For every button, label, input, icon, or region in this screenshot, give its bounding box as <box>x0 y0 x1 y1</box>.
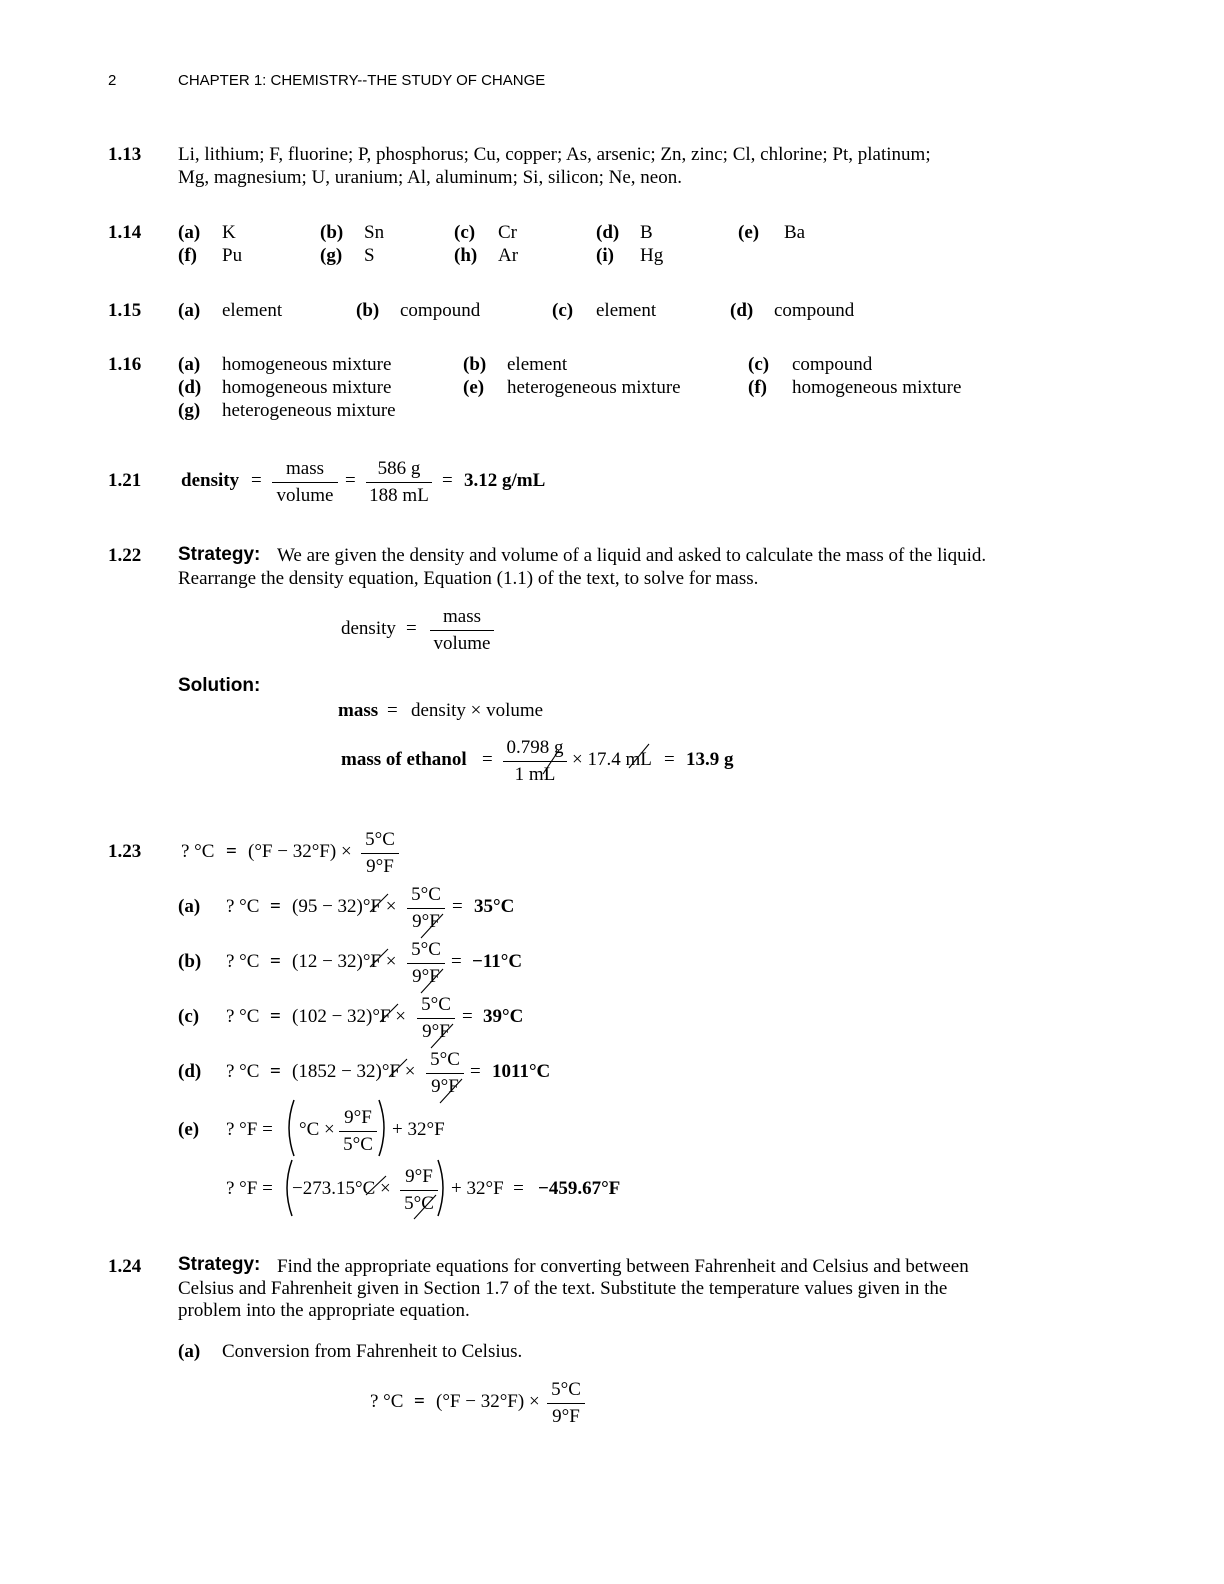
equation-mid: (1852 − 32)°F × <box>292 1061 416 1082</box>
equation-lhs: ? °C <box>226 1006 260 1027</box>
part-label: (b) <box>320 222 344 243</box>
equals-sign: = <box>406 618 417 639</box>
numerator: 5°C <box>365 829 395 850</box>
problem-number: 1.15 <box>108 300 142 321</box>
denominator: 9°F <box>412 966 440 987</box>
part-label: (e) <box>463 377 485 398</box>
problem-number: 1.24 <box>108 1256 142 1277</box>
cancel-slash <box>370 949 388 967</box>
result: −11°C <box>472 951 523 972</box>
equation-mid: −273.15°C × <box>292 1178 391 1199</box>
answer-value: S <box>364 245 375 266</box>
equals-sign: = <box>470 1061 481 1082</box>
cancel-slash <box>380 1004 398 1022</box>
strategy-label: Strategy: <box>178 1254 261 1275</box>
numerator: mass <box>286 458 324 479</box>
part-label: (f) <box>178 245 197 266</box>
numerator: mass <box>443 606 481 627</box>
strategy-text: problem into the appropriate equation. <box>178 1300 470 1321</box>
answer-value: Sn <box>364 222 385 243</box>
numerator: 9°F <box>344 1107 372 1128</box>
denominator: volume <box>276 485 334 506</box>
equation-mid: (°F − 32°F) × <box>248 841 352 862</box>
cancel-slash <box>421 914 443 938</box>
part-label: (c) <box>454 222 476 243</box>
numerator: 586 g <box>377 458 421 479</box>
equals-sign: = <box>251 470 262 491</box>
cancel-slash <box>370 894 388 912</box>
numerator: 0.798 g <box>506 737 564 758</box>
result: 1011°C <box>492 1061 551 1082</box>
equals-sign: = <box>442 470 453 491</box>
problem-number: 1.13 <box>108 144 142 165</box>
cancel-slash <box>414 1195 436 1219</box>
equation-lhs: ? °C <box>226 951 260 972</box>
equation-mid: (°F − 32°F) × <box>436 1391 540 1412</box>
answer-value: compound <box>774 300 855 321</box>
numerator: 9°F <box>405 1166 433 1187</box>
equation-tail: + 32°F <box>392 1119 445 1140</box>
answer-value: Pu <box>222 245 243 266</box>
problem-number: 1.23 <box>108 841 142 862</box>
equals-sign: = <box>414 1391 425 1412</box>
numerator: 5°C <box>421 994 451 1015</box>
cancel-slash <box>366 1176 386 1195</box>
problem-number: 1.16 <box>108 354 142 375</box>
cancel-slash <box>431 1024 453 1048</box>
equation-tail: + 32°F = <box>451 1178 524 1199</box>
answer-value: Cr <box>498 222 517 243</box>
equals-sign: = <box>451 951 462 972</box>
answer-value: compound <box>792 354 873 375</box>
answer-line: Li, lithium; F, fluorine; P, phosphorus; Cu, copper; As, arsenic; Zn, zinc; Cl, chlorine; Pt, platinum; <box>178 144 931 165</box>
equals-sign: = <box>462 1006 473 1027</box>
cancel-slash <box>440 1079 462 1103</box>
denominator: 9°F <box>552 1406 580 1427</box>
part-label: (e) <box>738 222 760 243</box>
answer-value: element <box>596 300 657 321</box>
cancel-slash <box>421 969 443 993</box>
page-number: 2 <box>108 72 117 89</box>
result: 3.12 g/mL <box>464 470 546 491</box>
answer-value: K <box>222 222 236 243</box>
part-label: (b) <box>356 300 380 321</box>
problem-number: 1.21 <box>108 470 142 491</box>
denominator: volume <box>433 633 491 654</box>
strategy-text: Find the appropriate equations for converting between Fahrenheit and Celsius and between <box>277 1256 969 1277</box>
equals-sign: = <box>270 1061 281 1082</box>
equation-lhs: ? °C <box>370 1391 404 1412</box>
cancel-slash <box>543 750 559 774</box>
part-label: (c) <box>748 354 770 375</box>
answer-value: element <box>222 300 283 321</box>
multiplier: × 17.4 mL <box>572 749 652 770</box>
part-label: (c) <box>552 300 574 321</box>
part-label: (f) <box>748 377 767 398</box>
part-label: (b) <box>463 354 487 375</box>
answer-value: homogeneous mixture <box>792 377 962 398</box>
strategy-text: We are given the density and volume of a liquid and asked to calculate the mass of the liquid. <box>277 545 987 566</box>
answer-value: heterogeneous mixture <box>507 377 681 398</box>
equation-lhs: mass of ethanol <box>341 749 467 770</box>
equation-lhs: ? °C <box>181 841 215 862</box>
equals-sign: = <box>270 951 281 972</box>
denominator: 9°F <box>422 1021 450 1042</box>
equation-lhs: ? °F = <box>226 1119 273 1140</box>
answer-line: Mg, magnesium; U, uranium; Al, aluminum; Si, silicon; Ne, neon. <box>178 167 682 188</box>
equals-sign: = <box>452 896 463 917</box>
denominator: 1 mL <box>514 764 556 785</box>
part-label: (i) <box>596 245 614 266</box>
strategy-label: Strategy: <box>178 544 261 565</box>
equals-sign: = <box>664 749 675 770</box>
part-label: (h) <box>454 245 478 266</box>
equation-lhs: ? °F = <box>226 1178 273 1199</box>
equals-sign: = <box>345 470 356 491</box>
part-label: (a) <box>178 1341 201 1362</box>
part-label: (e) <box>178 1119 200 1140</box>
answer-value: homogeneous mixture <box>222 377 392 398</box>
denominator: 9°F <box>366 856 394 877</box>
part-label: (c) <box>178 1006 200 1027</box>
answer-value: heterogeneous mixture <box>222 400 396 421</box>
fraction <box>547 1377 585 1430</box>
solution-label: Solution: <box>178 675 261 696</box>
problem-number: 1.22 <box>108 545 142 566</box>
denominator: 9°F <box>412 911 440 932</box>
equals-sign: = <box>387 700 398 721</box>
result: −459.67°F <box>538 1178 621 1199</box>
part-label: (a) <box>178 300 201 321</box>
answer-value: compound <box>400 300 481 321</box>
result: 35°C <box>474 896 515 917</box>
part-label: (d) <box>596 222 620 243</box>
answer-value: homogeneous mixture <box>222 354 392 375</box>
result: 39°C <box>483 1006 524 1027</box>
equation-lhs: mass <box>338 700 379 721</box>
part-label: (d) <box>730 300 754 321</box>
strategy-text: Celsius and Fahrenheit given in Section 1.7 of the text. Substitute the temperature values given in the <box>178 1278 948 1299</box>
cancel-slash <box>389 1059 407 1077</box>
equation-mid: (12 − 32)°F × <box>292 951 397 972</box>
part-label: (b) <box>178 951 202 972</box>
answer-value: Ba <box>784 222 806 243</box>
part-label: (a) <box>178 222 201 243</box>
answer-value: element <box>507 354 568 375</box>
equals-sign: = <box>270 896 281 917</box>
equation-lhs: ? °C <box>226 896 260 917</box>
answer-value: B <box>640 222 653 243</box>
part-label: (a) <box>178 896 201 917</box>
answer-value: Ar <box>498 245 519 266</box>
equation-lhs: density <box>341 618 396 639</box>
part-label: (d) <box>178 1061 202 1082</box>
numerator: 5°C <box>411 884 441 905</box>
part-label: (g) <box>178 400 201 421</box>
numerator: 5°C <box>411 939 441 960</box>
cancel-slash <box>629 744 649 768</box>
equation-rhs: density × volume <box>411 700 544 721</box>
equals-sign: = <box>226 841 237 862</box>
problem-number: 1.14 <box>108 222 142 243</box>
equation-mid: (95 − 32)°F × <box>292 896 397 917</box>
denominator: 5°C <box>343 1134 373 1155</box>
equation-mid: (102 − 32)°F × <box>292 1006 406 1027</box>
numerator: 5°C <box>430 1049 460 1070</box>
answer-value: Hg <box>640 245 664 266</box>
part-label: (g) <box>320 245 343 266</box>
numerator: 5°C <box>551 1379 581 1400</box>
equals-sign: = <box>482 749 493 770</box>
chapter-title: CHAPTER 1: CHEMISTRY--THE STUDY OF CHANGE <box>178 72 546 89</box>
denominator: 188 mL <box>369 485 429 506</box>
part-label: (d) <box>178 377 202 398</box>
equation-lhs: ? °C <box>226 1061 260 1082</box>
equals-sign: = <box>270 1006 281 1027</box>
part-text: Conversion from Fahrenheit to Celsius. <box>222 1341 523 1362</box>
result: 13.9 g <box>686 749 734 770</box>
equation-mid: °C × <box>299 1119 335 1140</box>
denominator: 5°C <box>404 1193 434 1214</box>
strategy-text: Rearrange the density equation, Equation (1.1) of the text, to solve for mass. <box>178 568 759 589</box>
denominator: 9°F <box>431 1076 459 1097</box>
part-label: (a) <box>178 354 201 375</box>
equation-lhs: density <box>181 470 240 491</box>
